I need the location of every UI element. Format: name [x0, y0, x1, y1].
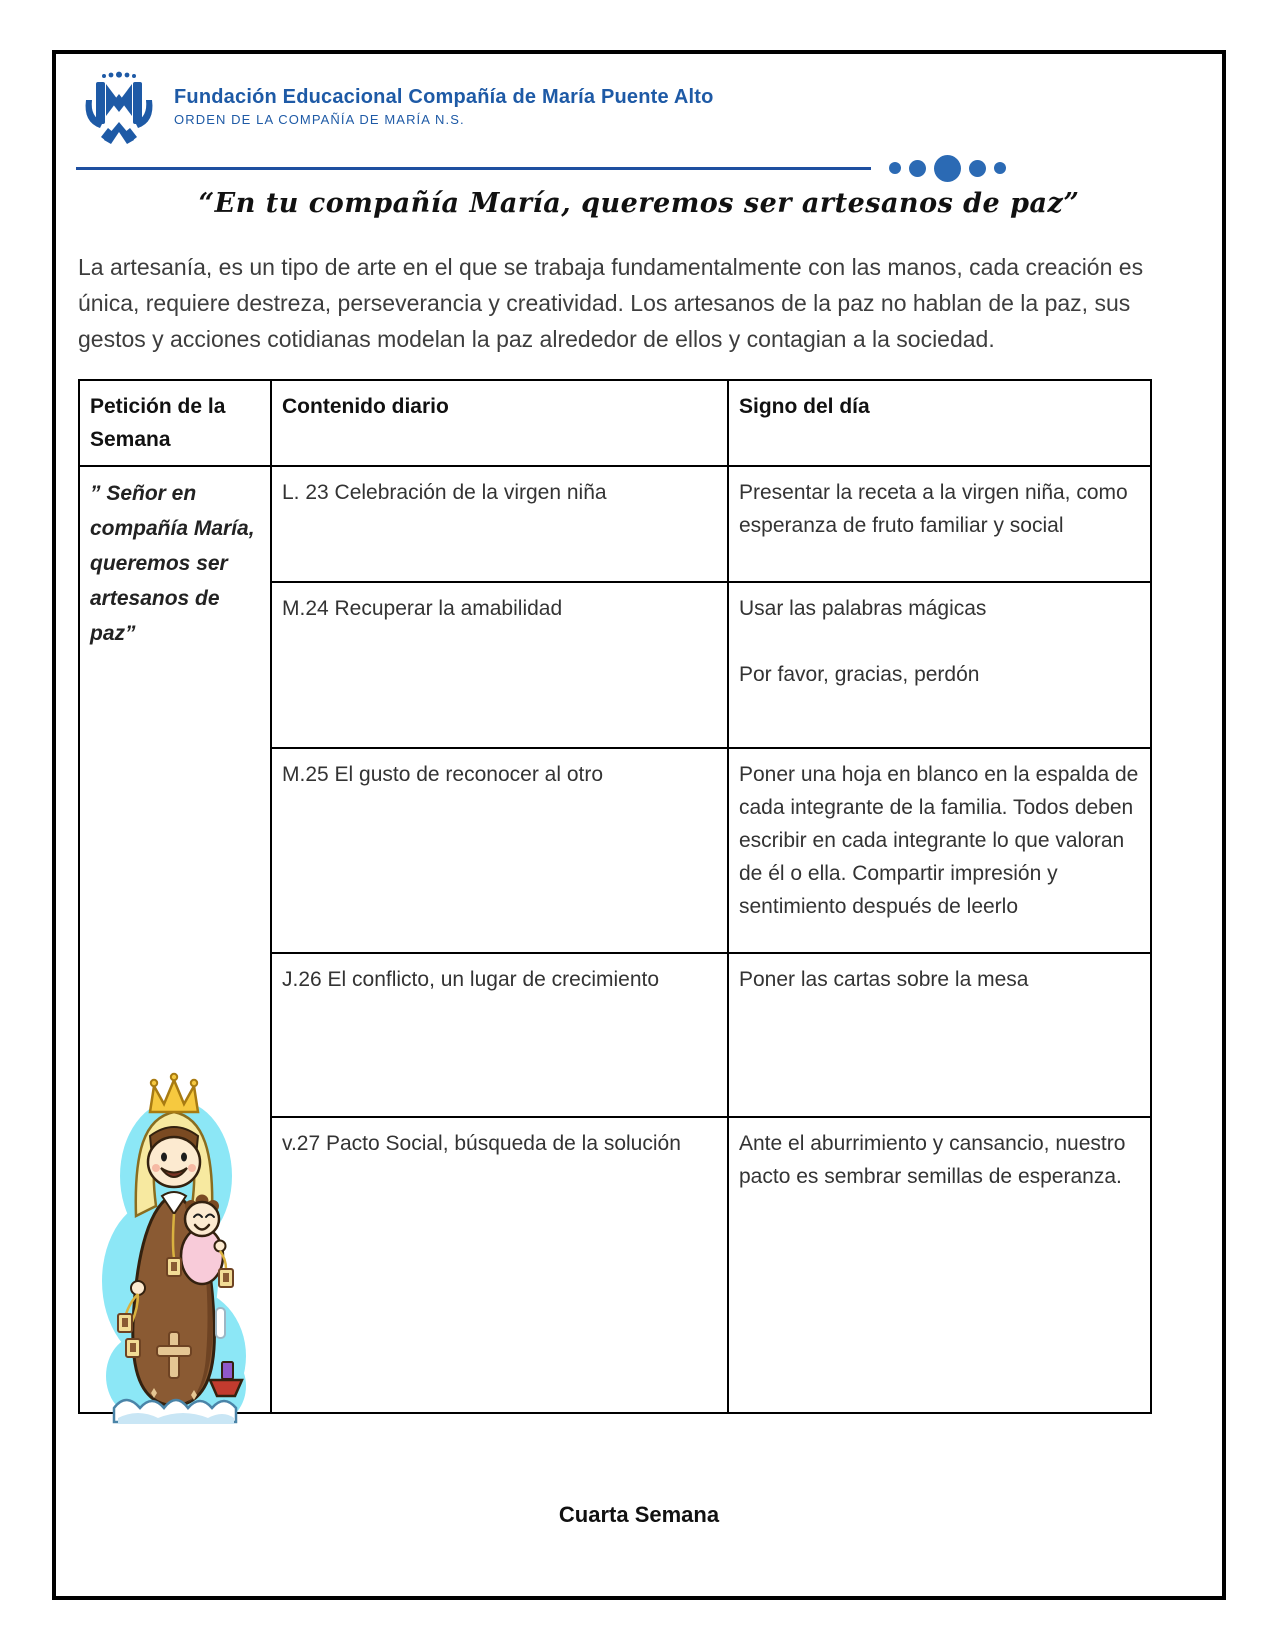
org-name: Fundación Educacional Compañía de María Puente Alto — [174, 86, 714, 108]
weekly-schedule-table — [78, 379, 1152, 1414]
signo-line-1: Usar las palabras mágicas — [739, 597, 987, 620]
contenido-cell: M.25 El gusto de reconocer al otro — [271, 748, 728, 953]
document-header — [76, 70, 1202, 148]
signo-cell: Poner las cartas sobre la mesa — [728, 953, 1151, 1117]
table-row — [79, 466, 1151, 582]
org-subtitle: ORDEN DE LA COMPAÑÍA DE MARÍA N.S. — [174, 112, 465, 127]
contenido-cell: J.26 El conflicto, un lugar de crecimiento — [271, 953, 728, 1117]
signo-cell: Presentar la receta a la virgen niña, como esperanza de fruto familiar y social — [728, 466, 1151, 582]
signo-line-2: Por favor, gracias, perdón — [739, 663, 980, 686]
virgen-del-carmen-illustration — [98, 1056, 250, 1428]
company-of-maria-logo-icon — [78, 70, 160, 148]
signo-cell: Ante el aburrimiento y cansancio, nuestro pacto es sembrar semillas de esperanza. — [728, 1117, 1151, 1413]
table-header-row — [79, 380, 1151, 466]
org-text-block — [174, 86, 714, 127]
rule-line — [76, 167, 871, 170]
header-signo: Signo del día — [728, 380, 1151, 466]
contenido-cell: v.27 Pacto Social, búsqueda de la solución — [271, 1117, 728, 1413]
petition-text: ” Señor en compañía María, queremos ser artesanos de paz” — [90, 482, 255, 645]
decorative-dots-icon — [881, 155, 1006, 182]
contenido-cell: M.24 Recuperar la amabilidad — [271, 582, 728, 748]
signo-cell: Poner una hoja en blanco en la espalda de cada integrante de la familia. Todos deben escribir en cada integrante lo que valoran de él o ella. Compartir impresión y sentimiento después de leerlo — [728, 748, 1151, 953]
header-rule — [76, 154, 1202, 182]
page-title: “En tu compañía María, queremos ser artesanos de paz” — [198, 188, 1080, 219]
signo-cell — [728, 582, 1151, 748]
header-peticion: Petición de la Semana — [79, 380, 271, 466]
intro-paragraph: La artesanía, es un tipo de arte en el que se trabaja fundamentalmente con las manos, cada creación es única, requiere destreza, perseverancia y creatividad. Los artesanos de la paz no hablan de la paz, sus gestos y acciones cotidianas modelan la paz alrededor de ellos y contagian a la sociedad. — [78, 254, 1144, 352]
petition-cell — [79, 466, 271, 1413]
footer-week-label: Cuarta Semana — [558, 1502, 720, 1527]
page-frame — [52, 50, 1226, 1600]
contenido-cell: L. 23 Celebración de la virgen niña — [271, 466, 728, 582]
header-contenido: Contenido diario — [271, 380, 728, 466]
